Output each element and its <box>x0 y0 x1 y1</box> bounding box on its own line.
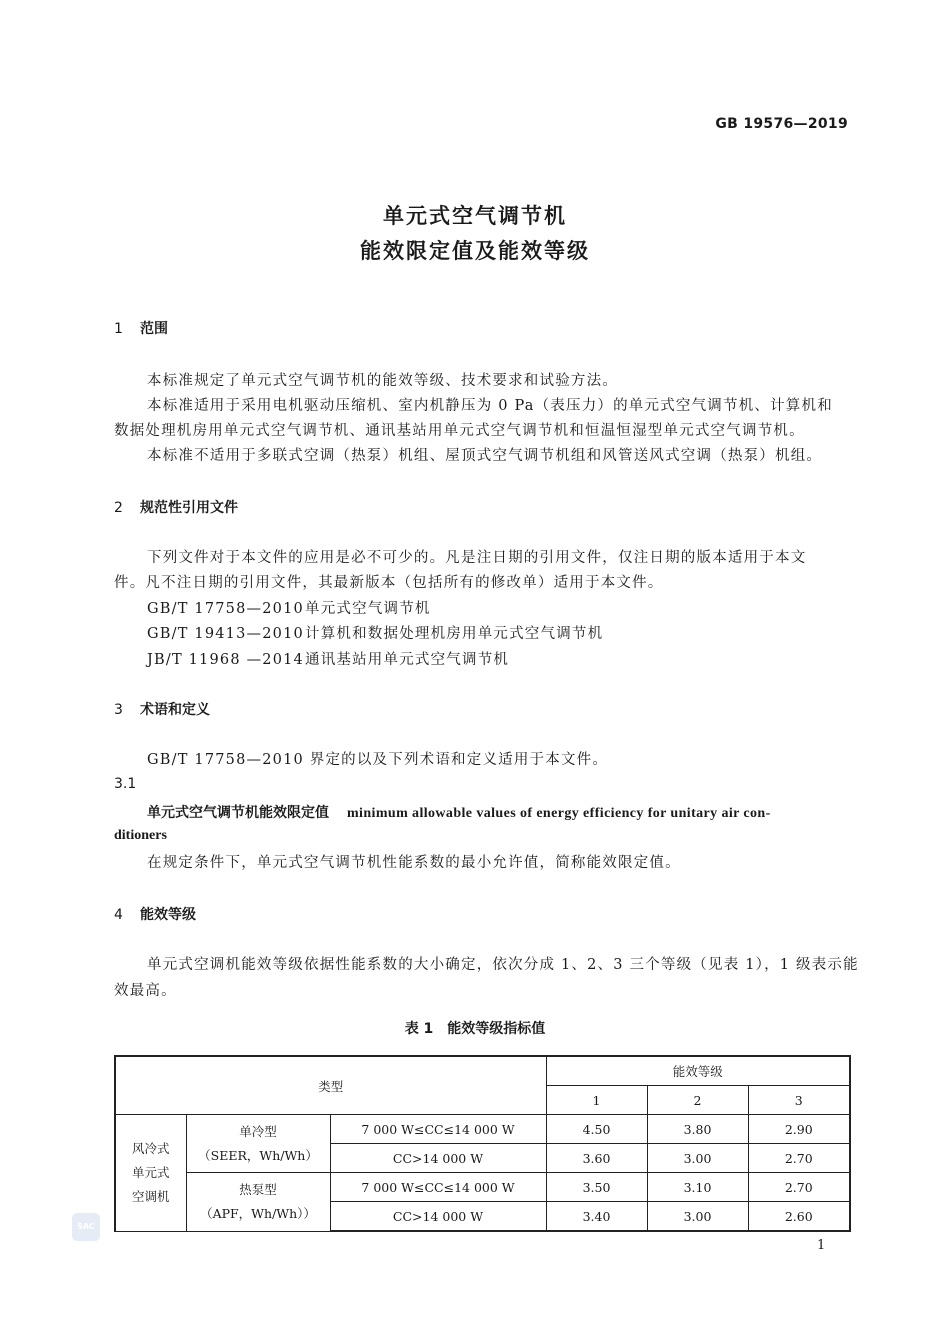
paragraph: GB/T 17758—2010 界定的以及下列术语和定义适用于本文件。 <box>147 752 609 768</box>
normative-reference <box>147 622 603 643</box>
term-chinese: 单元式空气调节机能效限定值 <box>147 805 329 821</box>
value-cell: 2.70 <box>748 1144 850 1173</box>
category-line: 单元式 <box>131 1164 170 1180</box>
term-heading <box>147 802 771 822</box>
section-title: 规范性引用文件 <box>140 500 238 516</box>
section-number: 2 <box>114 500 123 516</box>
type-cell <box>186 1173 330 1232</box>
paragraph: 效最高。 <box>114 983 177 999</box>
header-type: 类型 <box>115 1056 546 1115</box>
value-cell: 2.90 <box>748 1115 850 1144</box>
term-english: minimum allowable values of energy efficiency for unitary air con- <box>347 806 771 821</box>
header-grade-group: 能效等级 <box>546 1056 850 1086</box>
table-header-row <box>115 1056 850 1086</box>
table-caption: 表 1 能效等级指标值 <box>404 1021 546 1037</box>
paragraph: 单元式空调机能效等级依据性能系数的大小确定，依次分成 1、2、3 三个等级（见表 1），1 级表示能 <box>147 957 859 973</box>
reference-code: JB/T 11968 —2014 <box>147 652 304 668</box>
value-cell: 3.50 <box>546 1173 647 1202</box>
term-definition: 在规定条件下，单元式空气调节机性能系数的最小允许值，简称能效限定值。 <box>147 855 681 871</box>
table-row <box>115 1115 850 1144</box>
type-cell <box>186 1115 330 1173</box>
section-number: 4 <box>114 907 123 923</box>
paragraph: 下列文件对于本文件的应用是必不可少的。凡是注日期的引用文件，仅注日期的版本适用于本文 <box>147 550 807 566</box>
section-3-heading <box>114 699 210 719</box>
normative-reference <box>147 597 431 618</box>
paragraph: 本标准不适用于多联式空调（热泵）机组、屋顶式空气调节机组和风管送风式空调（热泵）机组。 <box>147 448 823 464</box>
paragraph: 件。凡不注日期的引用文件，其最新版本（包括所有的修改单）适用于本文件。 <box>114 575 664 591</box>
section-number: 3 <box>114 702 123 718</box>
section-title: 术语和定义 <box>140 702 210 718</box>
capacity-range: 7 000 W≤CC≤14 000 W <box>330 1173 546 1202</box>
paragraph: 本标准适用于采用电机驱动压缩机、室内机静压为 0 Pa（表压力）的单元式空气调节机、计算机和 <box>147 398 833 414</box>
header-grade: 2 <box>647 1086 748 1115</box>
reference-title: 计算机和数据处理机房用单元式空气调节机 <box>305 626 604 642</box>
category-line: 风冷式 <box>131 1140 170 1156</box>
value-cell: 3.60 <box>546 1144 647 1173</box>
reference-title: 通讯基站用单元式空气调节机 <box>305 652 510 668</box>
reference-code: GB/T 17758—2010 <box>147 601 304 617</box>
value-cell: 3.10 <box>647 1173 748 1202</box>
term-number: 3.1 <box>114 776 137 792</box>
section-number: 1 <box>114 321 123 337</box>
table-row <box>115 1173 850 1202</box>
value-cell: 3.40 <box>546 1202 647 1232</box>
section-title: 能效等级 <box>140 907 196 923</box>
category-cell <box>115 1115 186 1232</box>
sac-watermark-logo: SAC <box>72 1213 100 1241</box>
normative-reference <box>147 648 509 669</box>
document-title-line2: 能效限定值及能效等级 <box>360 239 590 263</box>
capacity-range: 7 000 W≤CC≤14 000 W <box>330 1115 546 1144</box>
value-cell: 2.60 <box>748 1202 850 1232</box>
energy-efficiency-grade-table <box>114 1055 851 1232</box>
header-grade: 1 <box>546 1086 647 1115</box>
capacity-range: CC>14 000 W <box>330 1202 546 1232</box>
value-cell: 3.80 <box>647 1115 748 1144</box>
section-1-heading <box>114 318 168 338</box>
type-name: 热泵型 <box>239 1181 277 1197</box>
page-number: 1 <box>817 1238 826 1253</box>
capacity-range: CC>14 000 W <box>330 1144 546 1173</box>
value-cell: 2.70 <box>748 1173 850 1202</box>
type-unit: （SEER，Wh/Wh） <box>198 1147 318 1163</box>
value-cell: 3.00 <box>647 1144 748 1173</box>
type-unit: （APF，Wh/Wh）） <box>200 1205 316 1221</box>
reference-code: GB/T 19413—2010 <box>147 626 304 642</box>
value-cell: 3.00 <box>647 1202 748 1232</box>
paragraph: 本标准规定了单元式空气调节机的能效等级、技术要求和试验方法。 <box>147 373 618 389</box>
reference-title: 单元式空气调节机 <box>305 601 431 617</box>
paragraph: 数据处理机房用单元式空气调节机、通讯基站用单元式空气调节机和恒温恒湿型单元式空气调节机。 <box>114 423 805 439</box>
standard-number: GB 19576—2019 <box>715 116 848 132</box>
term-english-continued: ditioners <box>114 828 167 843</box>
type-name: 单冷型 <box>239 1123 277 1139</box>
section-4-heading <box>114 904 196 924</box>
header-grade: 3 <box>748 1086 850 1115</box>
section-title: 范围 <box>140 321 168 337</box>
document-title-line1: 单元式空气调节机 <box>383 204 567 228</box>
section-2-heading <box>114 497 238 517</box>
value-cell: 4.50 <box>546 1115 647 1144</box>
category-line: 空调机 <box>131 1188 170 1204</box>
